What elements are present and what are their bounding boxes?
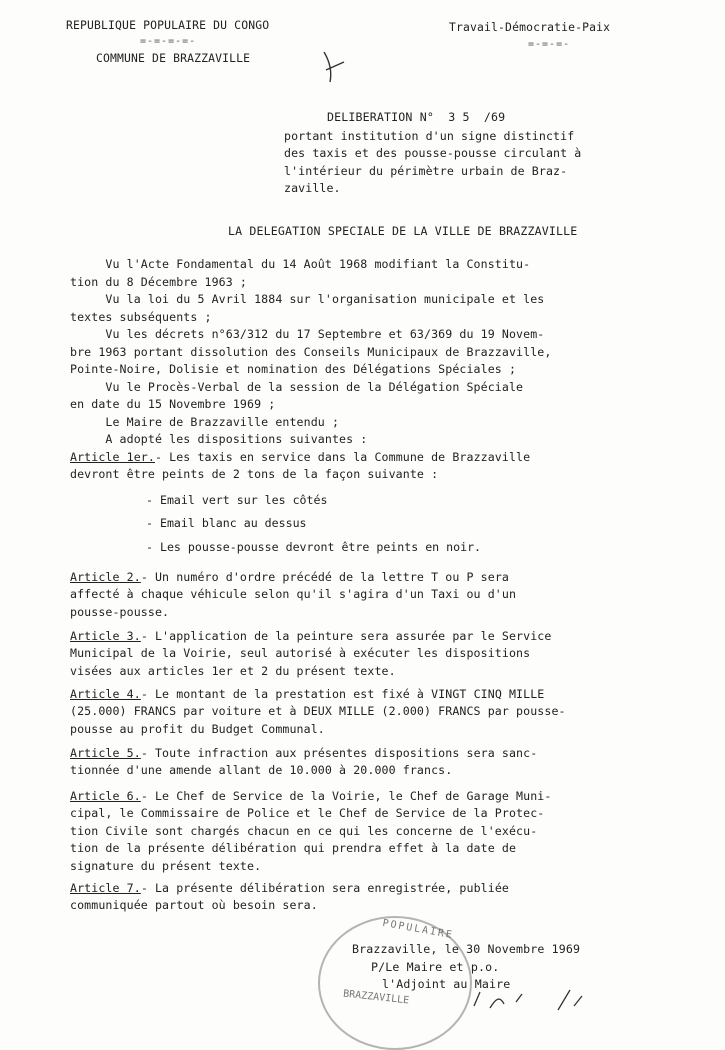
article-text: affecté à chaque véhicule selon qu'il s'agira d'un Taxi ou d'un [70, 587, 517, 602]
republic-separator: =-=-=-=- [140, 36, 197, 47]
article-4 [70, 686, 566, 738]
article-2 [70, 569, 516, 621]
stamp-ring-text: POPULAIRE [381, 917, 455, 942]
commune-heading: COMMUNE DE BRAZZAVILLE [96, 51, 251, 65]
deliberation-subject [284, 128, 581, 198]
article-text: tion de la présente délibération qui prendra effet à la date de [70, 841, 517, 856]
article-text: tion Civile sont chargés chacun en ce qui les concerne de l'exécu- [70, 823, 538, 838]
article-text: pousse-pousse. [70, 604, 170, 619]
article-text: visées aux articles 1er et 2 du présent texte. [70, 663, 396, 678]
signature-place-date: Brazzaville, le 30 Novembre 1969 [352, 942, 581, 956]
article-text: - L'application de la peinture sera assurée par le Service [140, 629, 552, 643]
preamble-line: bre 1963 portant dissolution des Conseils Municipaux de Brazzaville, [70, 344, 552, 359]
delegation-heading: LA DELEGATION SPECIALE DE LA VILLE DE BRAZZAVILLE [228, 224, 578, 238]
subject-line: zaville. [284, 181, 341, 196]
signature-deputy: l'Adjoint au Maire [382, 977, 511, 991]
handwritten-mark [318, 48, 348, 84]
article-text: - Les taxis en service dans la Commune de Brazzaville [154, 450, 531, 464]
preamble-line: tion du 8 Décembre 1963 ; [70, 274, 248, 289]
article-label: Article 7. [70, 881, 141, 895]
article-label: Article 4. [70, 687, 141, 701]
deliberation-title: DELIBERATION N° 3 5 /69 [327, 110, 506, 124]
stamp-bottom-text: BRAZZAVILLE [342, 988, 410, 1007]
preamble-line: en date du 15 Novembre 1969 ; [70, 397, 276, 411]
article-label: Article 3. [70, 629, 141, 643]
article-label: Article 6. [70, 789, 141, 803]
article-text: - Le Chef de Service de la Voirie, le Chef de Garage Muni- [140, 789, 552, 803]
preamble-line: textes subséquents ; [70, 309, 212, 324]
motto-separator: =-=-=- [528, 39, 571, 50]
article-6 [70, 788, 551, 875]
preamble [70, 256, 551, 449]
preamble-line: A adopté les dispositions suivantes : [70, 432, 368, 446]
republic-heading: REPUBLIQUE POPULAIRE DU CONGO [66, 18, 270, 32]
preamble-line: Vu l'Acte Fondamental du 14 Août 1968 modifiant la Constitu- [70, 257, 531, 271]
article-text: (25.000) FRANCS par voiture et à DEUX MILLE (2.000) FRANCS par pousse- [70, 704, 566, 719]
handwritten-signature [470, 984, 600, 1014]
article-7 [70, 880, 509, 915]
article-label: Article 2. [70, 570, 141, 584]
subject-line: l'intérieur du périmètre urbain de Braz- [284, 163, 568, 178]
article-text: tionnée d'une amende allant de 10.000 à 20.000 francs. [70, 763, 453, 778]
motto-heading: Travail-Démocratie-Paix [449, 20, 611, 34]
article-3 [70, 628, 551, 680]
preamble-line: Vu la loi du 5 Avril 1884 sur l'organisation municipale et les [70, 292, 545, 306]
article-label: Article 1er. [70, 450, 155, 464]
article-label: Article 5. [70, 746, 141, 760]
article-5 [70, 745, 537, 780]
subject-line: des taxis et des pousse-pousse circulant à [284, 146, 582, 161]
preamble-line: Vu le Procès-Verbal de la session de la Délégation Spéciale [70, 379, 524, 394]
article-text: cipal, le Commissaire de Police et le Chef de Service de la Protec- [70, 806, 545, 821]
article-text: devront être peints de 2 tons de la façon suivante : [70, 467, 439, 482]
preamble-line: Pointe-Noire, Dolisie et nomination des Délégations Spéciales ; [70, 362, 517, 376]
article-text: signature du présent texte. [70, 858, 262, 873]
paint-rule-top: - Email blanc au dessus [146, 516, 307, 530]
subject-line: portant institution d'un signe distinctif [284, 129, 575, 143]
preamble-line: Le Maire de Brazzaville entendu ; [70, 414, 340, 429]
signature-for-mayor: P/Le Maire et p.o. [371, 960, 500, 974]
article-text: - Un numéro d'ordre précédé de la lettre T ou P sera [140, 570, 509, 584]
paint-rule-pousse: - Les pousse-pousse devront être peints en noir. [146, 540, 482, 554]
preamble-line: Vu les décrets n°63/312 du 17 Septembre et 63/369 du 19 Novem- [70, 327, 545, 341]
article-text: - Le montant de la prestation est fixé à VINGT CINQ MILLE [140, 687, 545, 701]
article-1 [70, 449, 530, 484]
paint-rule-sides: - Email vert sur les côtés [146, 493, 328, 507]
article-text: communiquée partout où besoin sera. [70, 898, 318, 913]
article-text: pousse au profit du Budget Communal. [70, 721, 325, 736]
article-text: - Toute infraction aux présentes dispositions sera sanc- [140, 746, 538, 760]
article-text: Municipal de la Voirie, seul autorisé à exécuter les dispositions [70, 646, 531, 661]
article-text: - La présente délibération sera enregistrée, publiée [140, 881, 509, 895]
